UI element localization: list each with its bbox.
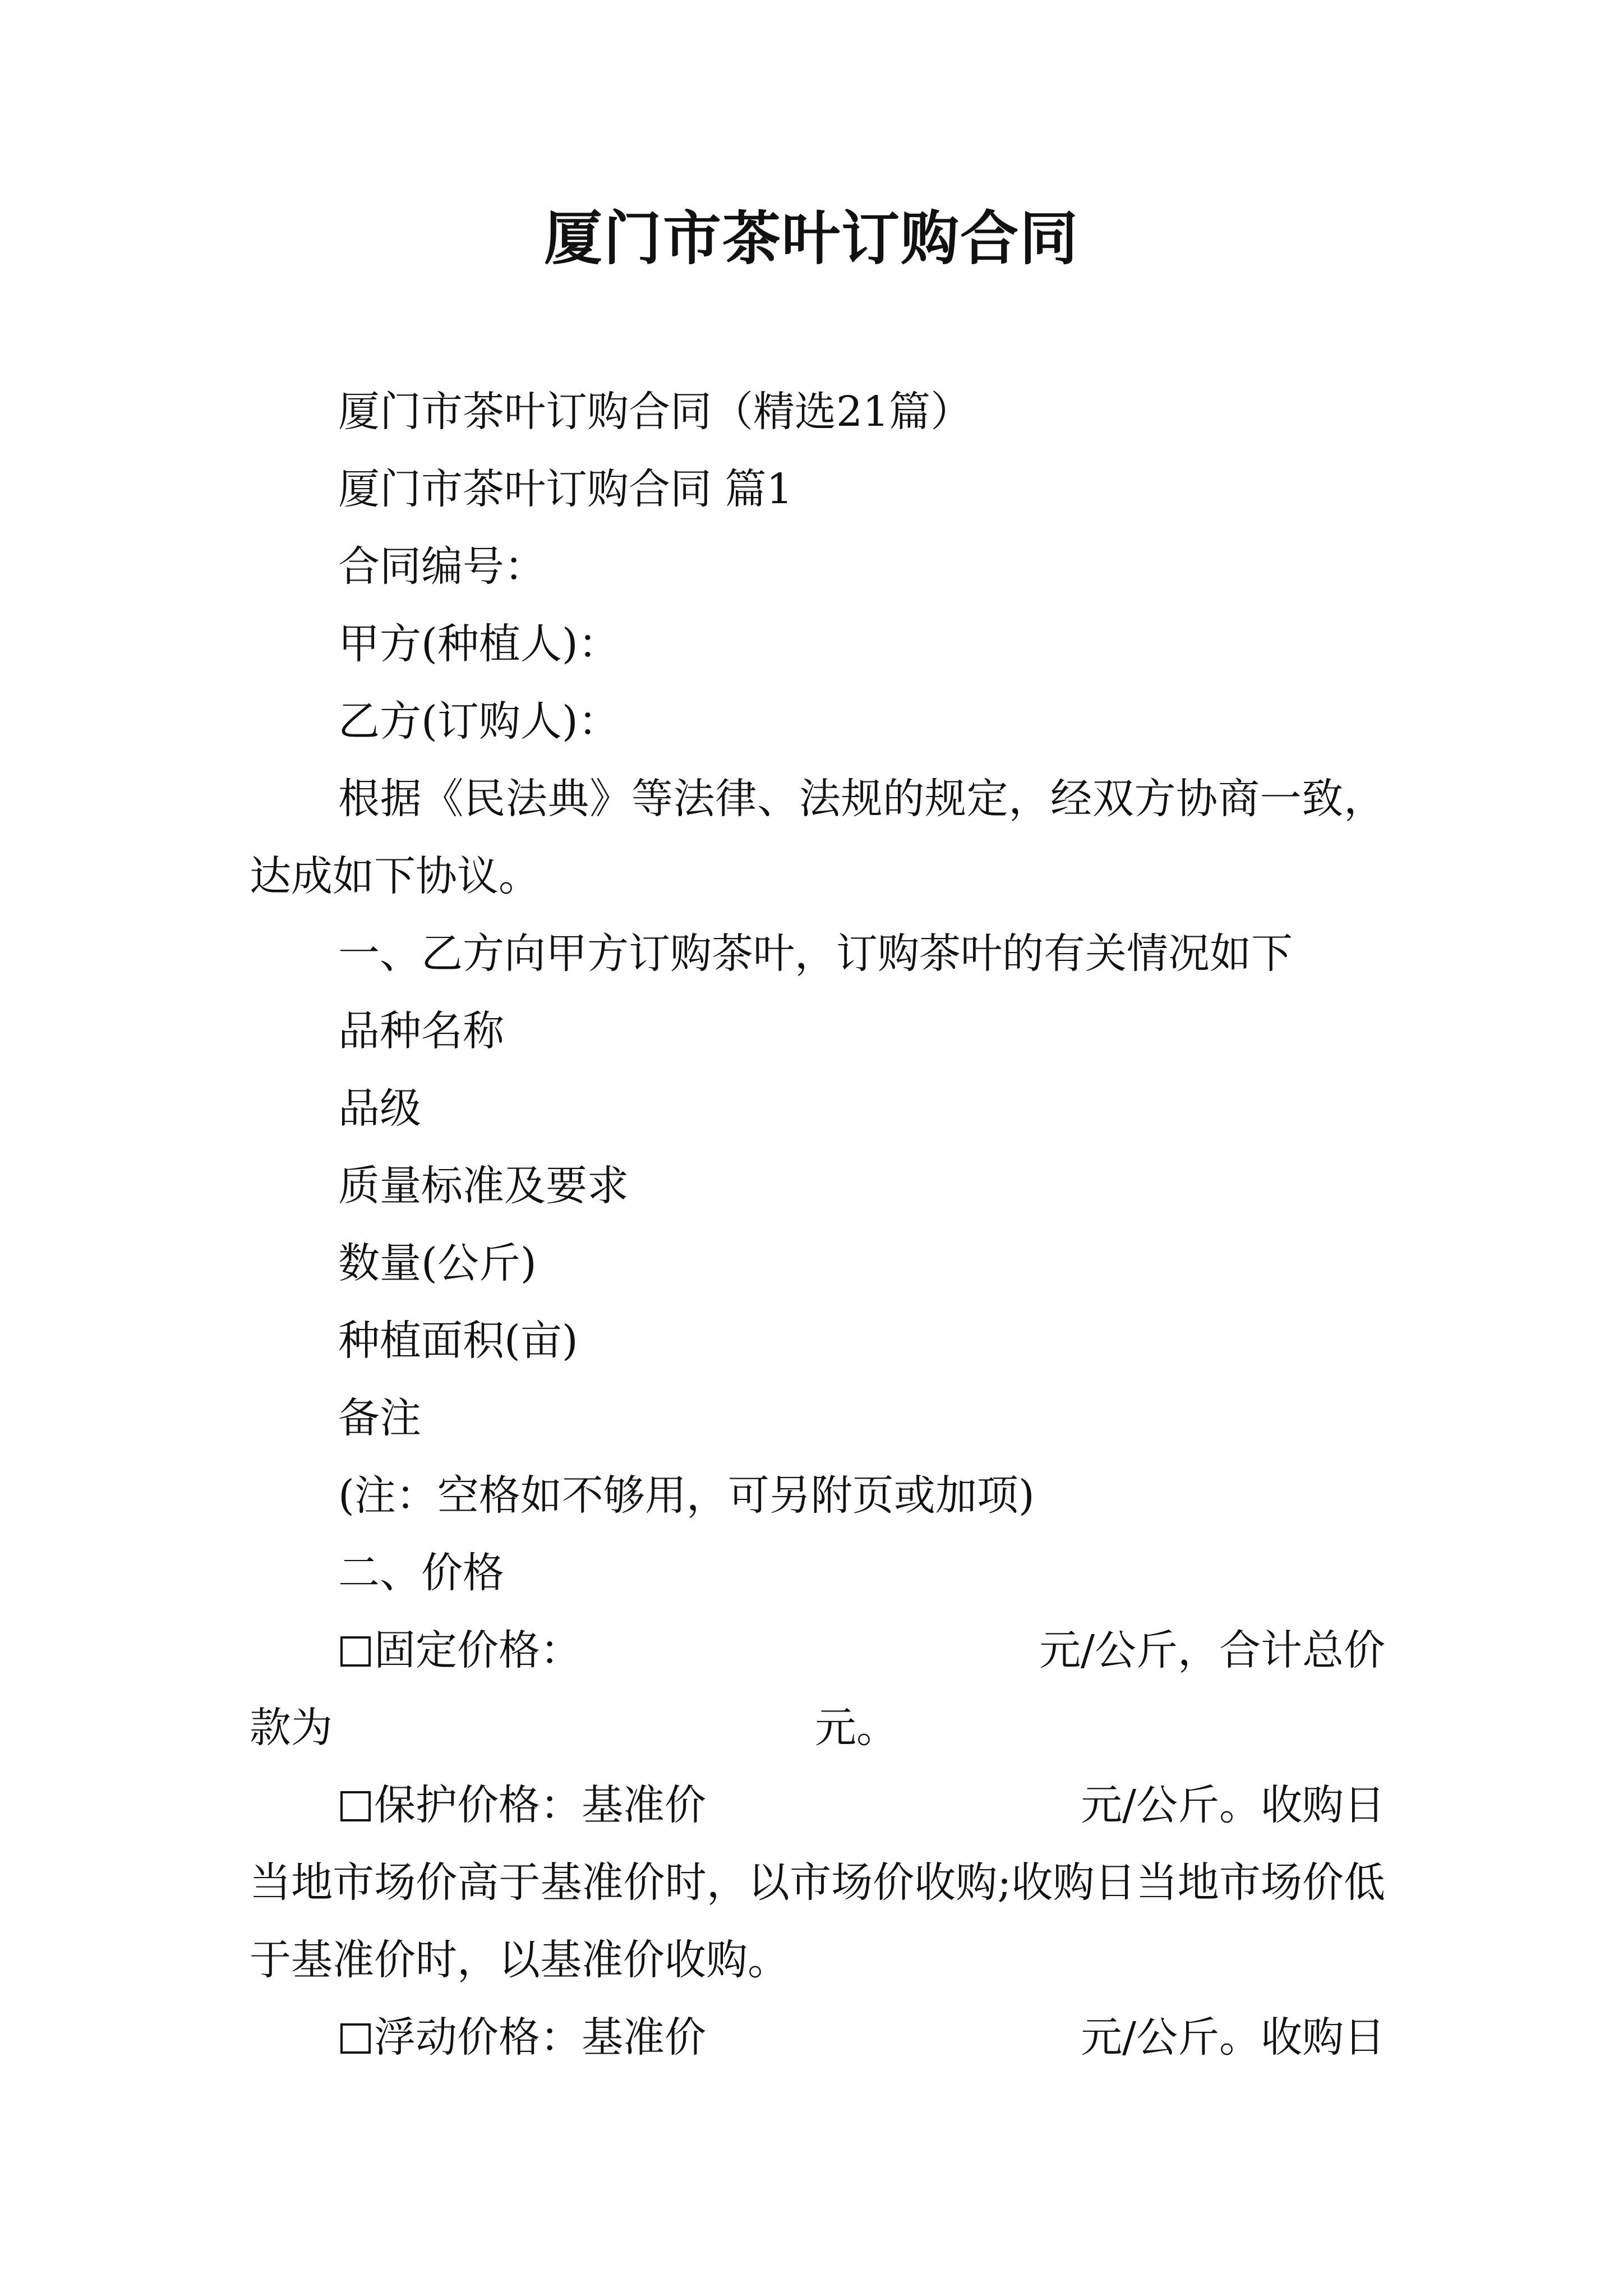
protect-price-unit: 元/公斤。收购日 xyxy=(1081,1781,1385,1829)
fixed-price-unit: 元/公斤，合计总价 xyxy=(1039,1626,1385,1674)
paragraph-quality-standard: 质量标准及要求 xyxy=(338,1162,629,1210)
float-price-line-1 xyxy=(250,1999,1385,2076)
float-price-label: 浮动价格：基准价 xyxy=(374,2013,706,2062)
fixed-price-line-2 xyxy=(250,1689,1385,1766)
paragraph-section-one: 一、乙方向甲方订购茶叶，订购茶叶的有关情况如下 xyxy=(338,930,1293,978)
protect-price-checkbox[interactable] xyxy=(340,1791,371,1821)
fixed-price-total-label: 款为 xyxy=(250,1704,333,1752)
float-price-unit: 元/公斤。收购日 xyxy=(1081,2013,1385,2062)
protect-price-label: 保护价格：基准价 xyxy=(374,1781,706,1829)
paragraph-contract-number: 合同编号： xyxy=(338,542,546,591)
protect-price-line-1 xyxy=(250,1766,1385,1844)
paragraph-preamble: 根据《民法典》等法律、法规的规定，经双方协商一致，达成如下协议。 xyxy=(250,775,1385,900)
document-body xyxy=(250,373,1385,2076)
paragraph-collection-title: 厦门市茶叶订购合同（精选21篇） xyxy=(338,388,972,436)
paragraph-quantity: 数量(公斤) xyxy=(338,1239,537,1287)
fixed-price-total-unit: 元。 xyxy=(815,1704,898,1752)
paragraph-section-two: 二、价格 xyxy=(338,1549,504,1597)
protect-price-description: 当地市场价高于基准价时，以市场价收购;收购日当地市场价低于基准价时，以基准价收购。 xyxy=(250,1858,1385,1984)
paragraph-planting-area: 种植面积(亩) xyxy=(338,1317,578,1365)
paragraph-note: (注：空格如不够用，可另附页或加项) xyxy=(338,1471,1035,1520)
paragraph-grade: 品级 xyxy=(338,1084,421,1133)
paragraph-variety-name: 品种名称 xyxy=(338,1007,504,1055)
paragraph-party-b: 乙方(订购人)： xyxy=(338,697,620,746)
fixed-price-line-1 xyxy=(250,1612,1385,1689)
float-price-checkbox[interactable] xyxy=(340,2023,371,2054)
fixed-price-checkbox[interactable] xyxy=(340,1636,371,1667)
paragraph-party-a: 甲方(种植人)： xyxy=(338,620,620,668)
document-title: 厦门市茶叶订购合同 xyxy=(543,204,1079,273)
paragraph-remarks: 备注 xyxy=(338,1394,421,1442)
fixed-price-label: 固定价格： xyxy=(374,1626,582,1674)
paragraph-article-heading: 厦门市茶叶订购合同 篇1 xyxy=(338,465,793,513)
